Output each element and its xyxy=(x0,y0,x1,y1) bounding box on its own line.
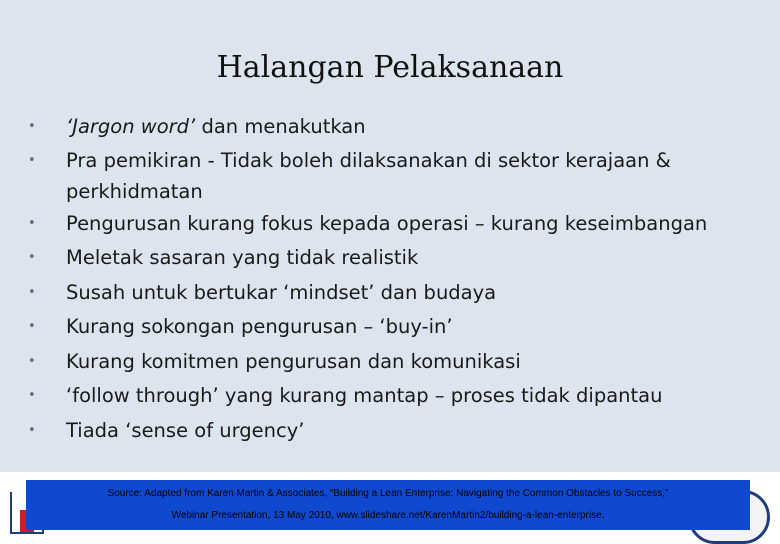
bullet-text: Susah untuk bertukar ‘mindset’ dan budaya xyxy=(66,280,497,304)
bullet-list xyxy=(28,110,778,448)
bullet-item xyxy=(28,241,778,276)
bullet-text: Meletak sasaran yang tidak realistik xyxy=(66,246,419,269)
bullet-item xyxy=(28,276,778,311)
bullet-item xyxy=(28,110,778,145)
bullet-dot: • xyxy=(28,353,36,369)
bullet-item xyxy=(28,207,778,242)
bullet-dot: • xyxy=(28,319,36,334)
bullet-text: dan menakutkan xyxy=(195,115,366,138)
bullet-text: Tiada ‘sense of urgency’ xyxy=(66,418,305,442)
bullet-text: Kurang sokongan pengurusan – ‘buy-in’ xyxy=(66,315,453,338)
slide-title: Halangan Pelaksanaan xyxy=(216,50,564,85)
bullet-text: Pengurusan kurang fokus kepada operasi – kurang keseimbangan xyxy=(66,211,708,235)
source-line-2: Webinar Presentation, 13 May 2010, www.slideshare.net/KarenMartin2/building-a-lean-enterprise. xyxy=(171,510,605,521)
bullet-item xyxy=(28,414,778,449)
bullet-text: ‘follow through’ yang kurang mantap – proses tidak dipantau xyxy=(66,384,663,407)
bullet-item xyxy=(28,379,778,414)
bullet-dot: • xyxy=(28,152,36,168)
source-line-1: Source: Adapted from Karen Martin & Associates, “Building a Lean Enterprise: Navigating the Common Obstacles to Success,” xyxy=(107,488,669,499)
bullet-dot: • xyxy=(28,388,36,403)
bullet-dot: • xyxy=(28,250,36,265)
bullet-item xyxy=(28,145,778,207)
source-citation-box xyxy=(26,480,750,530)
bullet-item xyxy=(28,310,778,345)
bullet-text: Kurang komitmen pengurusan dan komunikasi xyxy=(66,349,521,373)
bullet-item xyxy=(28,345,778,380)
bullet-dot: • xyxy=(28,422,36,438)
bullet-dot: • xyxy=(28,284,36,300)
bullet-italic-text: ‘Jargon word’ xyxy=(66,115,196,138)
bullet-text: Pra pemikiran - Tidak boleh dilaksanakan di sektor kerajaan & perkhidmatan xyxy=(66,148,671,203)
bullet-dot: • xyxy=(28,215,36,231)
bullet-dot: • xyxy=(28,119,36,134)
